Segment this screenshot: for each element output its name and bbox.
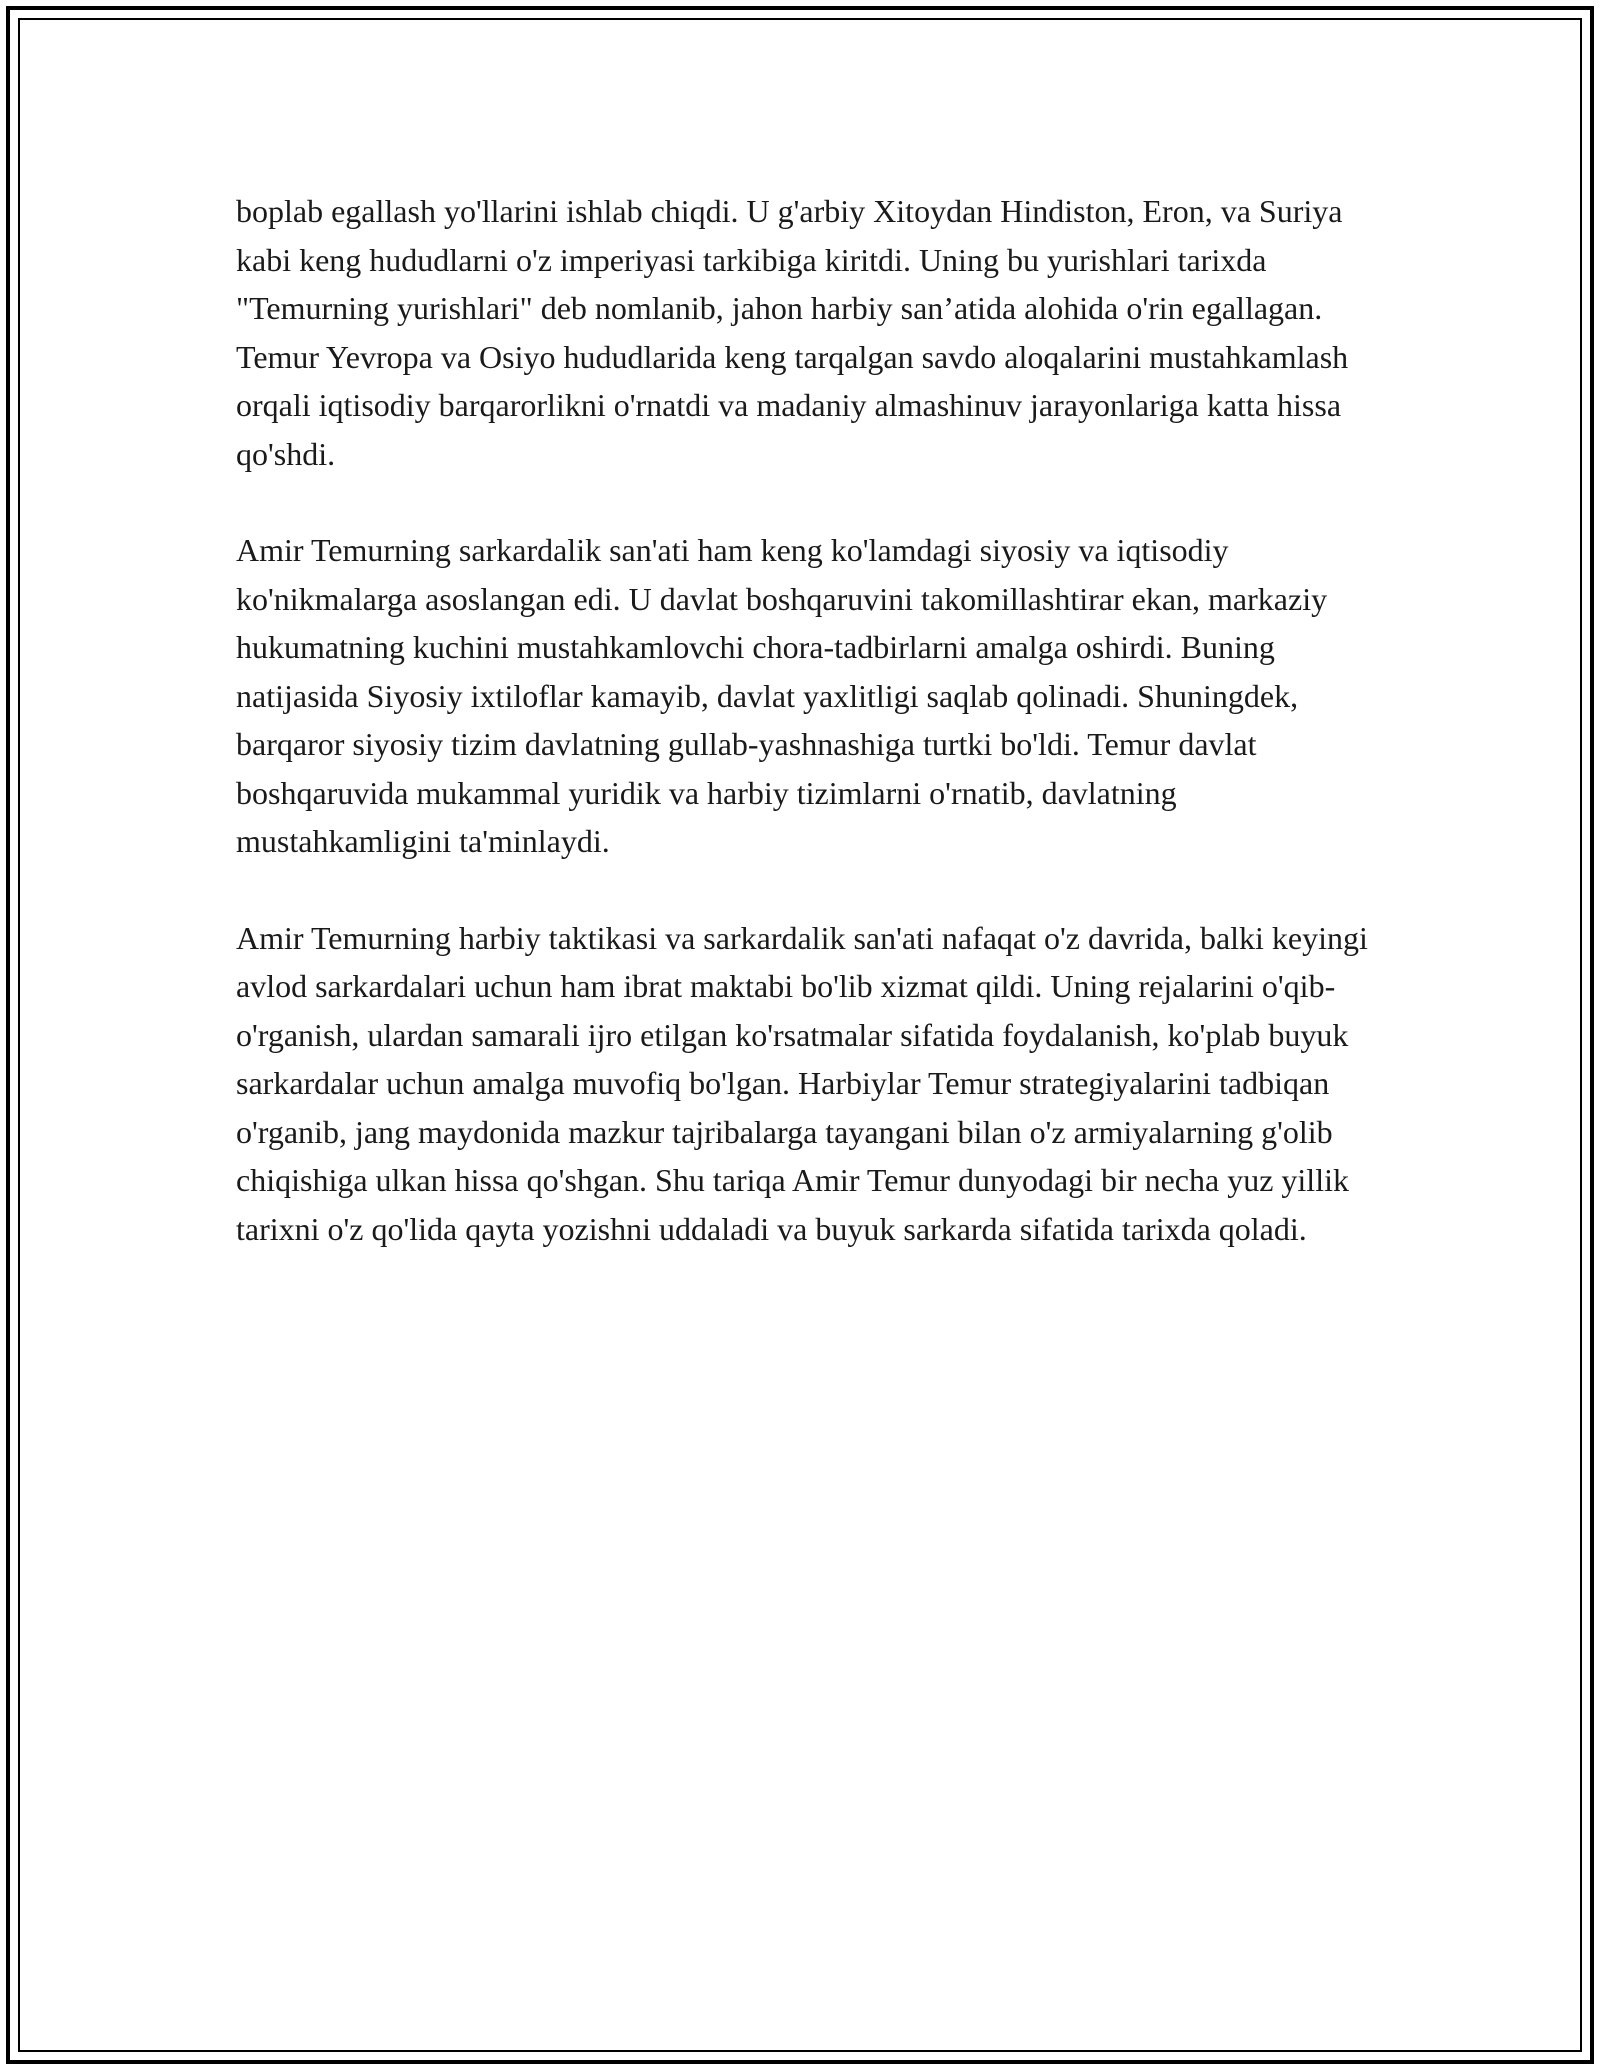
document-body xyxy=(236,187,1376,1301)
paragraph-3: Amir Temurning harbiy taktikasi va sarkardalik san'ati nafaqat o'z davrida, balki keyingi avlod sarkardalari uchun ham ibrat maktabi bo'lib xizmat qildi. Uning rejalarini o'qib-o'rganish, ulardan samarali ijro etilgan ko'rsatmalar sifatida foydalanish, ko'plab buyuk sarkardalar uchun amalga muvofiq bo'lgan. Harbiylar Temur strategiyalarini tadbiqan o'rganib, jang maydonida mazkur tajribalarga tayangani bilan o'z armiyalarning g'olib chiqishiga ulkan hissa qo'shgan. Shu tariqa Amir Temur dunyodagi bir necha yuz yillik tarixni o'z qo'lida qayta yozishni uddaladi va buyuk sarkarda sifatida tarixda qoladi. xyxy=(236,919,1368,1247)
paragraph-1: boplab egallash yo'llarini ishlab chiqdi. U g'arbiy Xitoydan Hindiston, Eron, va Suriya kabi keng hududlarni o'z imperiyasi tarkibiga kiritdi. Uning bu yurishlari tarixda "Temurning yurishlari" deb nomlanib, jahon harbiy san’atida alohida o'rin egallagan. Temur Yevropa va Osiyo hududlarida keng tarqalgan savdo aloqalarini mustahkamlash orqali iqtisodiy barqarorlikni o'rnatdi va madaniy almashinuv jarayonlariga katta hissa qo'shdi. xyxy=(236,193,1349,472)
paragraph-2: Amir Temurning sarkardalik san'ati ham keng ko'lamdagi siyosiy va iqtisodiy ko'nikmalarga asoslangan edi. U davlat boshqaruvini takomillashtirar ekan, markaziy hukumatning kuchini mustahkamlovchi chora-tadbirlarni amalga oshirdi. Buning natijasida Siyosiy ixtiloflar kamayib, davlat yaxlitligi saqlab qolinadi. Shuningdek, barqaror siyosiy tizim davlatning gullab-yashnashiga turtki bo'ldi. Temur davlat boshqaruvida mukammal yuridik va harbiy tizimlarni o'rnatib, davlatning mustahkamligini ta'minlaydi. xyxy=(236,532,1328,859)
